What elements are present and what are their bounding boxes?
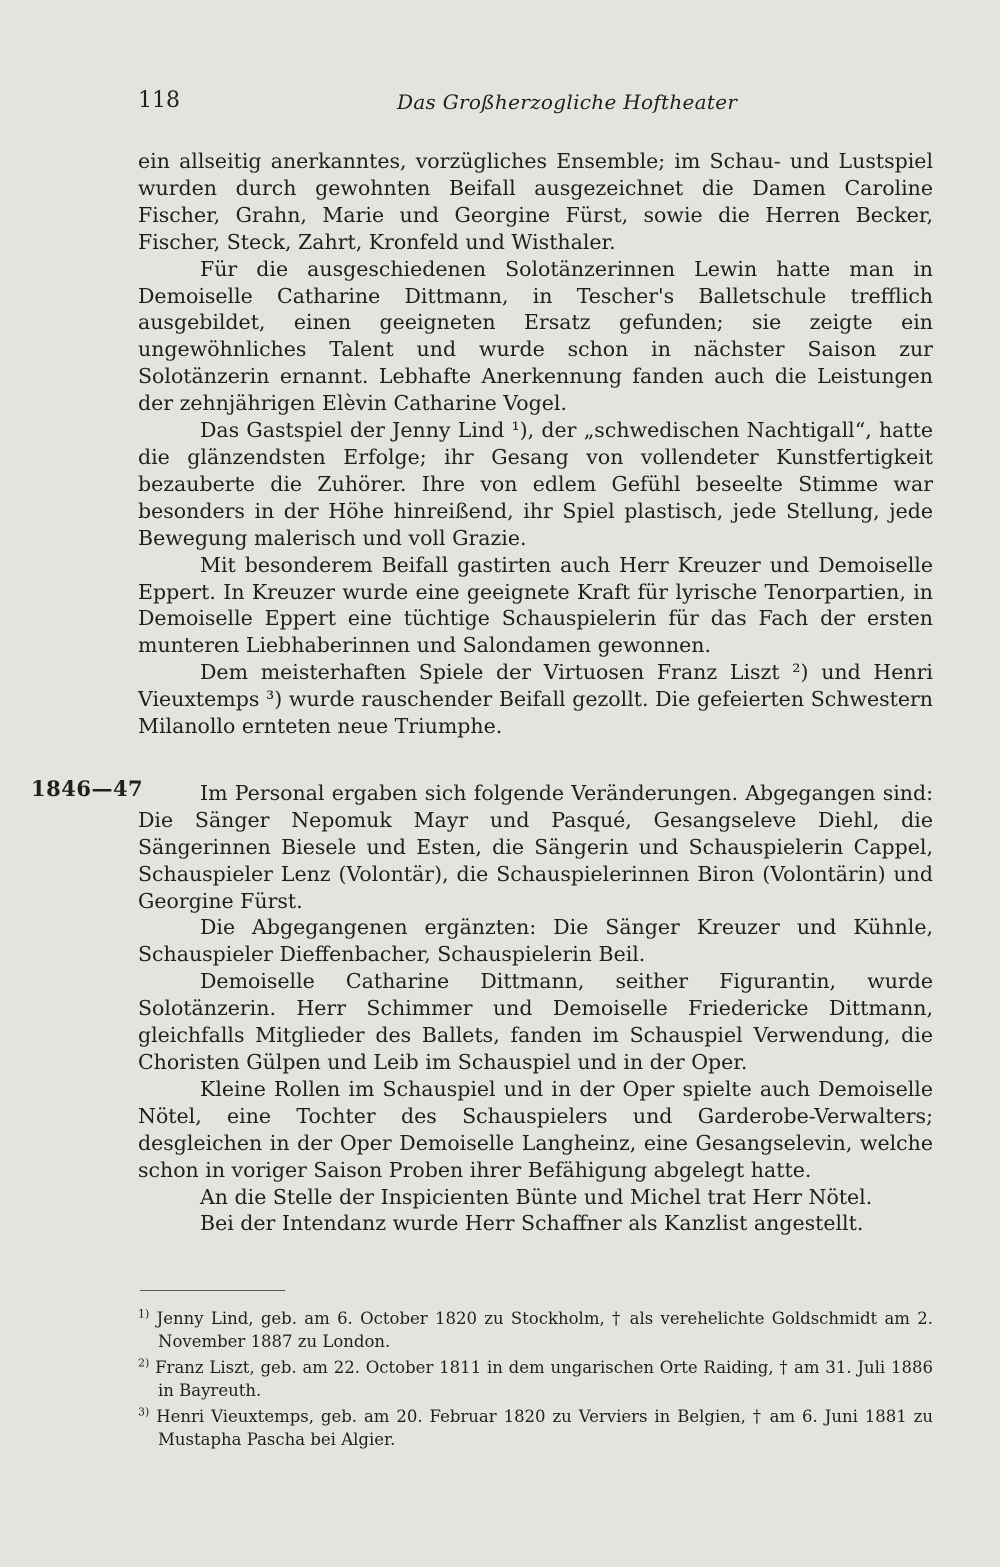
paragraph: Die Abgegangenen ergänzten: Die Sänger Kreuzer und Kühnle, Schauspieler Dieffenbacher, Schauspielerin Beil. — [138, 915, 933, 967]
paragraph: Das Gastspiel der Jenny Lind ¹), der „schwedischen Nachtigall“, hatte die glänzendsten Erfolge; ihr Gesang von vollendeter Kunstfertigkeit bezauberte die Zuhörer. Ihre von edlem Gefühl beseelte Stimme war besonders in der Höhe hinreißend, ihr Spiel plastisch, jede Stellung, jede Bewegung malerisch und voll Grazie. — [138, 418, 933, 550]
footnotes — [138, 1308, 933, 1455]
paragraph: Dem meisterhaften Spiele der Virtuosen Franz Liszt ²) und Henri Vieuxtemps ³) wurde rauschender Beifall gezollt. Die gefeierten Schwestern Milanollo ernteten neue Triumphe. — [138, 660, 933, 739]
paragraph: Kleine Rollen im Schauspiel und in der Oper spielte auch Demoiselle Nötel, eine Tochter des Schauspielers und Garderobe-Verwalters; desgleichen in der Oper Demoiselle Langheinz, eine Gesangselevin, welche schon in voriger Saison Proben ihrer Befähigung abgelegt hatte. — [138, 1076, 933, 1182]
paragraph: An die Stelle der Inspicienten Bünte und Michel trat Herr Nötel. — [200, 1184, 873, 1209]
footnote-mark: 3) — [138, 1405, 150, 1419]
footnote-divider — [140, 1290, 285, 1291]
footnote-text: Jenny Lind, geb. am 6. October 1820 zu Stockholm, † als verehelichte Goldschmidt am 2. November 1887 zu London. — [156, 1309, 934, 1351]
running-title: Das Großherzogliche Hoftheater — [397, 90, 738, 114]
footnote — [138, 1308, 933, 1353]
paragraph: Bei der Intendanz wurde Herr Schaffner als Kanzlist angestellt. — [200, 1211, 864, 1236]
footnote — [138, 1406, 933, 1451]
paragraph: Für die ausgeschiedenen Solotänzerinnen Lewin hatte man in Demoiselle Catharine Dittmann, in Tescher's Balletschule trefflich ausgebildet, einen geeigneten Ersatz gefunden; sie zeigte ein ungewöhnliches Talent und wurde schon in nächster Saison zur Solotänzerin ernannt. Lebhafte Anerkennung fanden auch die Leistungen der zehnjährigen Elèvin Catharine Vogel. — [138, 256, 933, 416]
footnote-text: Henri Vieuxtemps, geb. am 20. Februar 1820 zu Verviers in Belgien, † am 6. Juni 1881 zu Mustapha Pascha bei Algier. — [156, 1407, 933, 1449]
paragraph: Demoiselle Catharine Dittmann, seither Figurantin, wurde Solotänzerin. Herr Schimmer und Demoiselle Friedericke Dittmann, gleichfalls Mitglieder des Ballets, fanden im Schauspiel Verwendung, die Choristen Gülpen und Leib im Schauspiel und in der Oper. — [138, 969, 933, 1074]
paragraph: Im Personal ergaben sich folgende Veränderungen. Abgegangen sind: Die Sänger Nepomuk Mayr und Pasqué, Gesangseleve Diehl, die Sängerinnen Biesele und Esten, die Sängerin und Schauspielerin Cappel, Schauspieler Lenz (Volontär), die Schauspielerinnen Biron (Volontärin) und Georgine Fürst. — [138, 780, 933, 913]
page-header — [0, 88, 1000, 118]
paragraph: Mit besonderem Beifall gastirten auch Herr Kreuzer und Demoiselle Eppert. In Kreuzer wurde eine geeignete Kraft für lyrische Tenorpartien, in Demoiselle Eppert eine tüchtige Schauspielerin für das Fach der ersten munteren Liebhaberinnen und Salondamen gewonnen. — [138, 552, 933, 658]
footnote-mark: 2) — [138, 1356, 150, 1370]
footnote — [138, 1357, 933, 1402]
paragraph: ein allseitig anerkanntes, vorzügliches Ensemble; im Schau- und Lustspiel wurden durch gewohnten Beifall ausgezeichnet die Damen Caroline Fischer, Grahn, Marie und Georgine Fürst, sowie die Herren Becker, Fischer, Steck, Zahrt, Kronfeld und Wisthaler. — [138, 149, 933, 254]
footnote-text: Franz Liszt, geb. am 22. October 1811 in dem ungarischen Orte Raiding, † am 31. Juli 1886 in Bayreuth. — [155, 1358, 933, 1400]
footnote-mark: 1) — [138, 1307, 150, 1321]
margin-season-note: 1846—47 — [31, 776, 144, 801]
body-text — [138, 148, 933, 1237]
page-number: 118 — [138, 88, 180, 113]
section-gap — [138, 740, 933, 780]
